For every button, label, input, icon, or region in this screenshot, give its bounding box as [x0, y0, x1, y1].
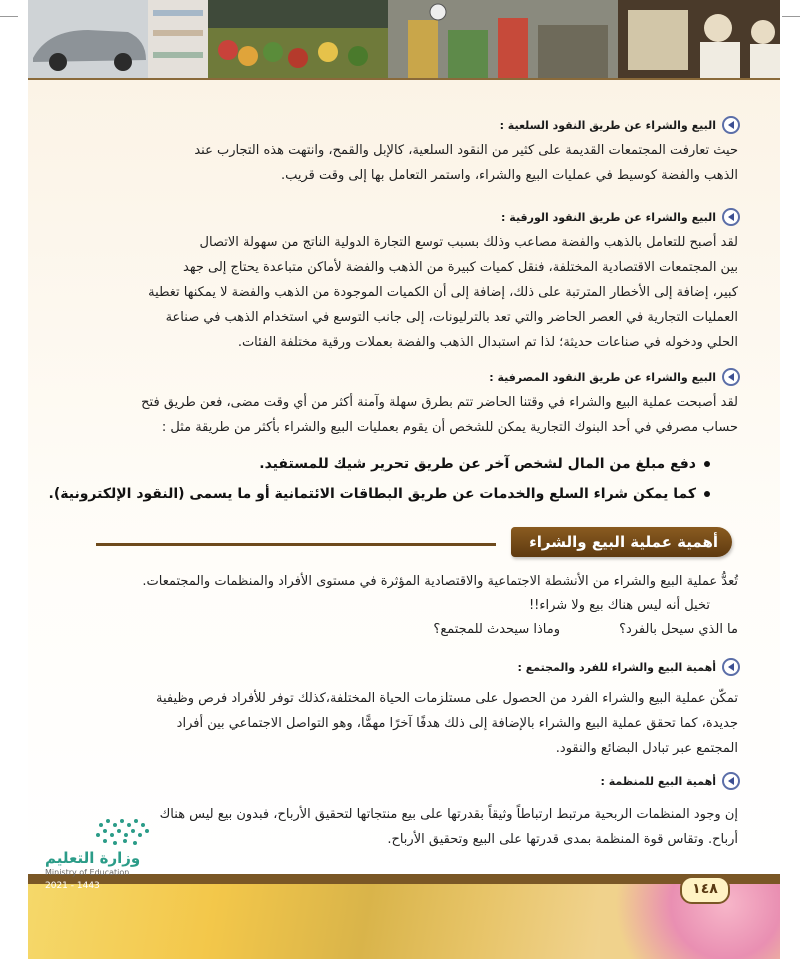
paragraph-paper-money: [90, 230, 738, 355]
arrow-left-icon: [722, 116, 740, 134]
subheading-text: البيع والشراء عن طريق النقود السلعية :: [499, 118, 716, 132]
crop-mark: [782, 16, 800, 17]
text-line: الحلي ودخوله في صناعات حديثة؛ لذا تم استبدال الذهب والفضة بعملات ورقية مختلفة الفئات.: [237, 335, 738, 350]
bullet-item: [259, 456, 710, 472]
header-photo-banner: [28, 0, 780, 80]
ministry-name-english: Ministry of Education: [45, 868, 130, 877]
bullet-text: كما يمكن شراء السلع والخدمات عن طريق البطاقات الائتمانية أو ما يسمى (النقود الإلكترونية).: [48, 486, 696, 502]
page-number: ١٤٨: [680, 876, 730, 904]
subheading-text: البيع والشراء عن طريق النقود المصرفية :: [489, 370, 716, 384]
arrow-left-icon: [722, 208, 740, 226]
text-line: حيث تعارفت المجتمعات القديمة على كثير من النقود السلعية، كالإبل والقمح، وانتهت هذه التجارب عند: [194, 143, 738, 158]
text-line: الذهب والفضة كوسيط في عمليات البيع والشراء، واستمر التعامل بها إلى وقت قريب.: [280, 168, 738, 183]
subheading-paper-money: [501, 208, 740, 226]
text-line: جديدة، كما تحقق عملية البيع والشراء بالإضافة إلى ذلك هدفًا آخرًا مهمًّا، وهو التواصل الاجتماعي بين أفراد: [176, 716, 738, 731]
text-line: بين المجتمعات الاقتصادية المختلفة، فنقل كميات كبيرة من الذهب والفضة لأماكن متباعدة يحتاج إلى جهد: [183, 260, 738, 275]
footer-decoration: [28, 880, 780, 959]
text-line: تمكّن عملية البيع والشراء الفرد من الحصول على مستلزمات الحياة المختلفة،كذلك توفر للأفراد فرص وظيفية: [156, 691, 738, 706]
arrow-left-icon: [722, 772, 740, 790]
bullet-dot: [704, 491, 710, 497]
text-line: العمليات التجارية في العصر الحاضر والتي تعد بالترليونات، إلى جانب التوسع في استخدام الذهب في صناعة: [165, 310, 738, 325]
store-scene-image: [28, 0, 780, 78]
arrow-left-icon: [722, 658, 740, 676]
intro-line: تُعدُّ عملية البيع والشراء من الأنشطة الاجتماعية والاقتصادية المؤثرة في مستوى الأفراد والمنظمات والمجتمعات.: [142, 574, 738, 589]
paragraph-bank-money: [90, 390, 738, 440]
question-society: وماذا سيحدث للمجتمع؟: [433, 622, 560, 637]
subheading-text: البيع والشراء عن طريق النقود الورقية :: [501, 210, 716, 224]
intro-question: تخيل أنه ليس هناك بيع ولا شراء!!: [528, 598, 710, 613]
text-line: كبير، إضافة إلى الأخطار المترتبة على ذلك، إضافة إلى أن الكميات الموجودة من الذهب والفضة لا يمكنها تغطية: [148, 285, 738, 300]
bullet-item: [49, 486, 710, 502]
bullet-text: دفع مبلغ من المال لشخص آخر عن طريق تحرير شيك للمستفيد.: [259, 456, 696, 472]
crop-mark: [0, 16, 18, 17]
paragraph-commodity-money: [90, 138, 738, 188]
paragraph-importance-organization: [90, 802, 738, 852]
subheading-commodity-money: [500, 116, 740, 134]
arrow-left-icon: [722, 368, 740, 386]
ministry-logo-mark: [93, 813, 183, 849]
text-line: المجتمع عبر تبادل البضائع والنقود.: [555, 741, 738, 756]
section-heading-title: أهمية عملية البيع والشراء: [511, 527, 732, 557]
subheading-bank-money: [489, 368, 740, 386]
subheading-text: أهمية البيع للمنظمة :: [600, 774, 716, 788]
question-individual: ما الذي سيحل بالفرد؟: [619, 622, 738, 637]
text-line: لقد أصبح للتعامل بالذهب والفضة مصاعب وذلك بسبب توسع التجارة الدولية الناتج من سهولة الاتصال: [199, 235, 738, 250]
ministry-name-arabic: وزارة التعليم: [45, 849, 141, 867]
subheading-importance-individual: [518, 658, 741, 676]
bullet-dot: [704, 461, 710, 467]
edition-year: 2021 - 1443: [45, 881, 100, 891]
footer-rule: [28, 874, 780, 884]
text-line: أرباح. وتقاس قوة المنظمة بمدى قدرتها على البيع وتحقيق الأرباح.: [387, 832, 738, 847]
subheading-importance-organization: [601, 772, 740, 790]
heading-rule: [96, 543, 496, 546]
subheading-text: أهمية البيع والشراء للفرد والمجتمع :: [517, 660, 716, 674]
text-line: إن وجود المنظمات الربحية مرتبط ارتباطاً وثيقاً بقدرتها على بيع منتجاتها لتحقيق الأرباح، فبدون بيع ليس هناك: [159, 807, 738, 822]
text-line: لقد أصبحت عملية البيع والشراء في وقتنا الحاضر تتم بطرق سهلة وآمنة أكثر من أي وقت مضى، فعن طريق فتح: [141, 395, 738, 410]
paragraph-importance-individual: [90, 686, 738, 761]
text-line: حساب مصرفي في أحد البنوك التجارية يمكن للشخص أن يقوم بعمليات البيع والشراء بأكثر من طريقة مثل :: [161, 420, 738, 435]
section-heading: [96, 527, 732, 557]
